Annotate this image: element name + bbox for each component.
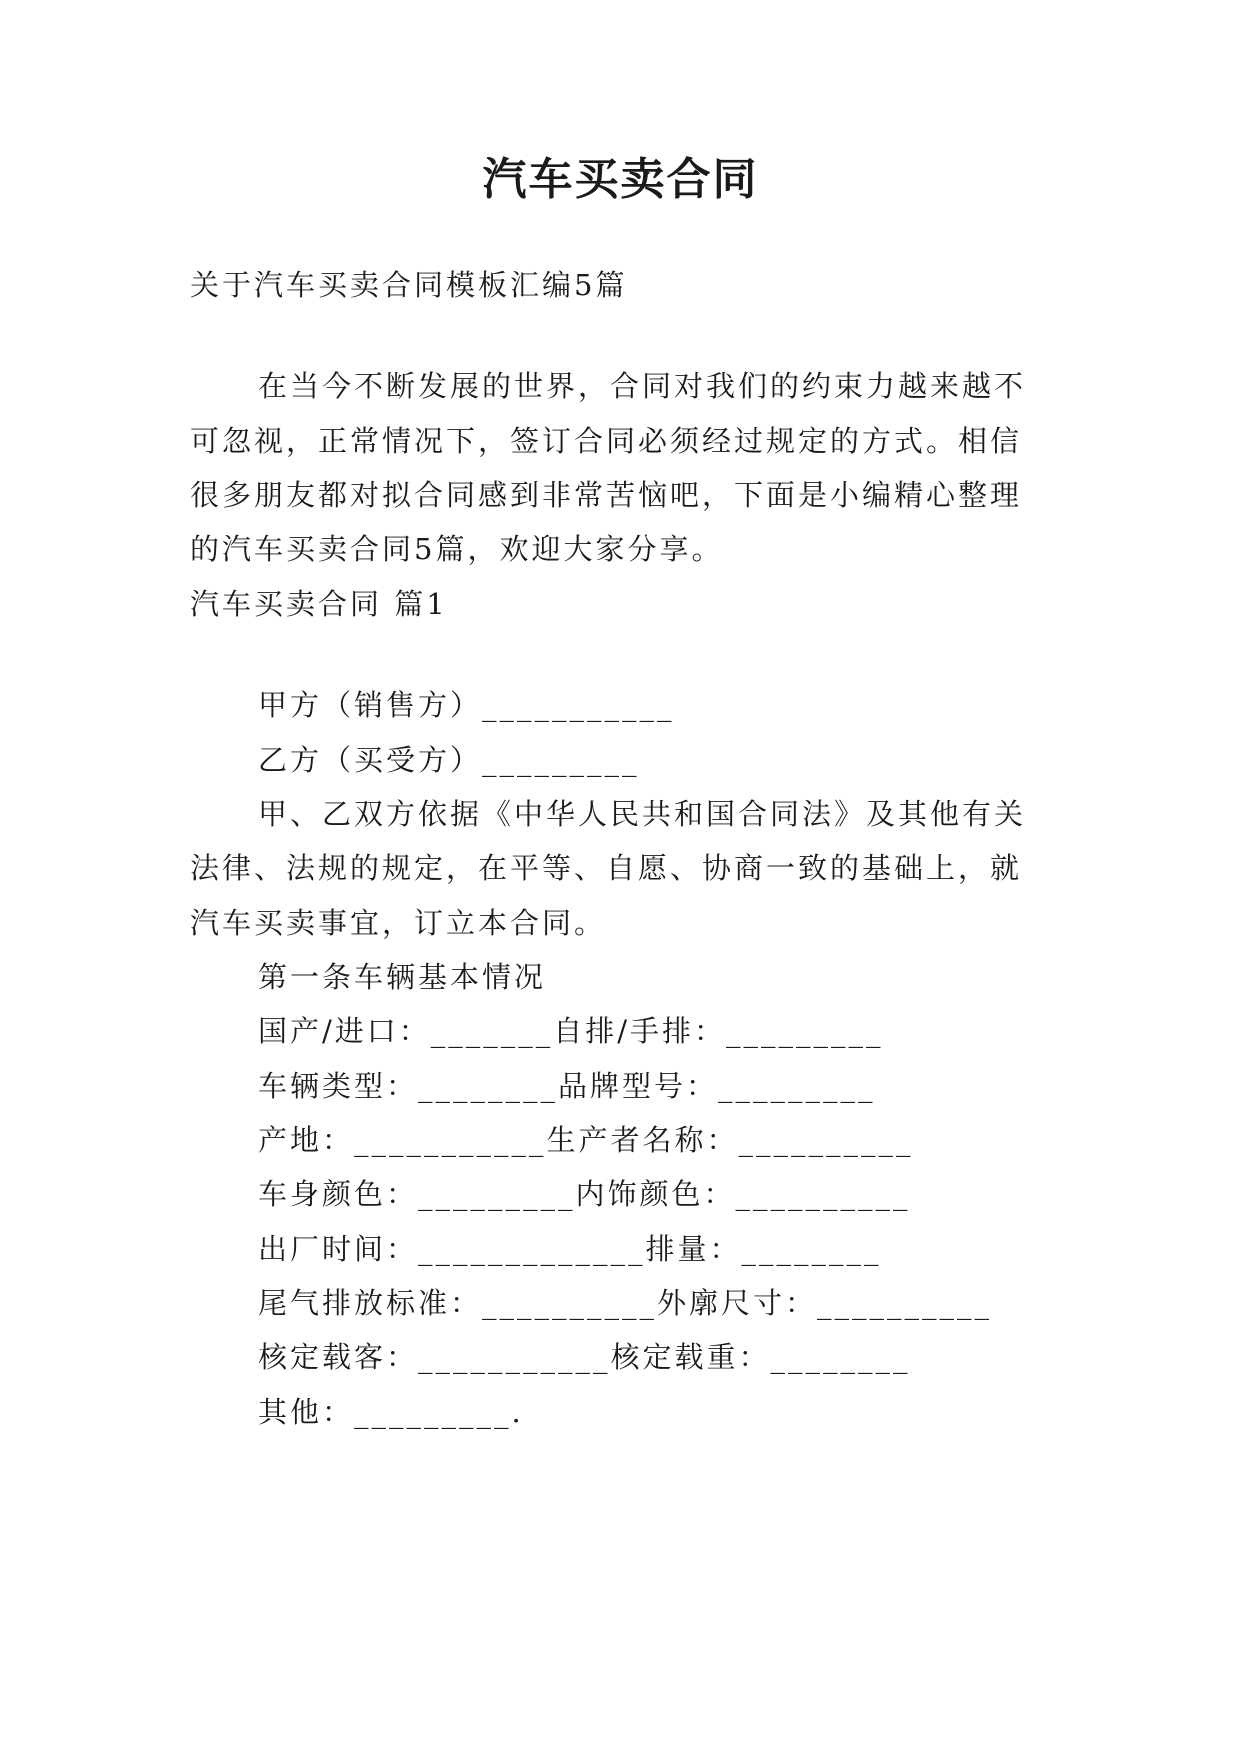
intro-line-2: 可忽视，正常情况下，签订合同必须经过规定的方式。相信 <box>190 424 1023 458</box>
intro-line-3: 很多朋友都对拟合同感到非常苦恼吧，下面是小编精心整理 <box>190 478 1023 512</box>
document-subtitle: 关于汽车买卖合同模板汇编5篇 <box>190 268 628 302</box>
field-origin-transmission: 国产/进口：_______自排/手排：_________ <box>258 1014 884 1048</box>
section-heading: 汽车买卖合同 篇1 <box>190 587 448 621</box>
basis-line-2: 法律、法规的规定，在平等、自愿、协商一致的基础上，就 <box>190 851 1023 885</box>
field-type-model: 车辆类型：________品牌型号：_________ <box>258 1069 876 1103</box>
basis-line-1: 甲、乙双方依据《中华人民共和国合同法》及其他有关 <box>258 797 1027 831</box>
basis-line-3: 汽车买卖事宜，订立本合同。 <box>190 906 607 940</box>
field-colors: 车身颜色：_________内饰颜色：__________ <box>258 1177 911 1211</box>
field-passengers-load: 核定载客：___________核定载重：________ <box>258 1340 911 1374</box>
party-a: 甲方（销售方）___________ <box>258 688 675 722</box>
field-place-manufacturer: 产地：___________生产者名称：__________ <box>258 1123 914 1157</box>
party-b: 乙方（买受方）_________ <box>258 743 640 777</box>
article-1-heading: 第一条车辆基本情况 <box>258 960 547 994</box>
intro-line-1: 在当今不断发展的世界，合同对我们的约束力越来越不 <box>258 369 1027 403</box>
field-other: 其他：_________. <box>258 1395 524 1429</box>
field-date-displacement: 出厂时间：_____________排量：________ <box>258 1232 882 1266</box>
field-emission-dimensions: 尾气排放标准：__________外廓尺寸：__________ <box>258 1286 993 1320</box>
intro-line-4: 的汽车买卖合同5篇，欢迎大家分享。 <box>190 532 724 566</box>
document-title: 汽车买卖合同 <box>482 154 759 205</box>
